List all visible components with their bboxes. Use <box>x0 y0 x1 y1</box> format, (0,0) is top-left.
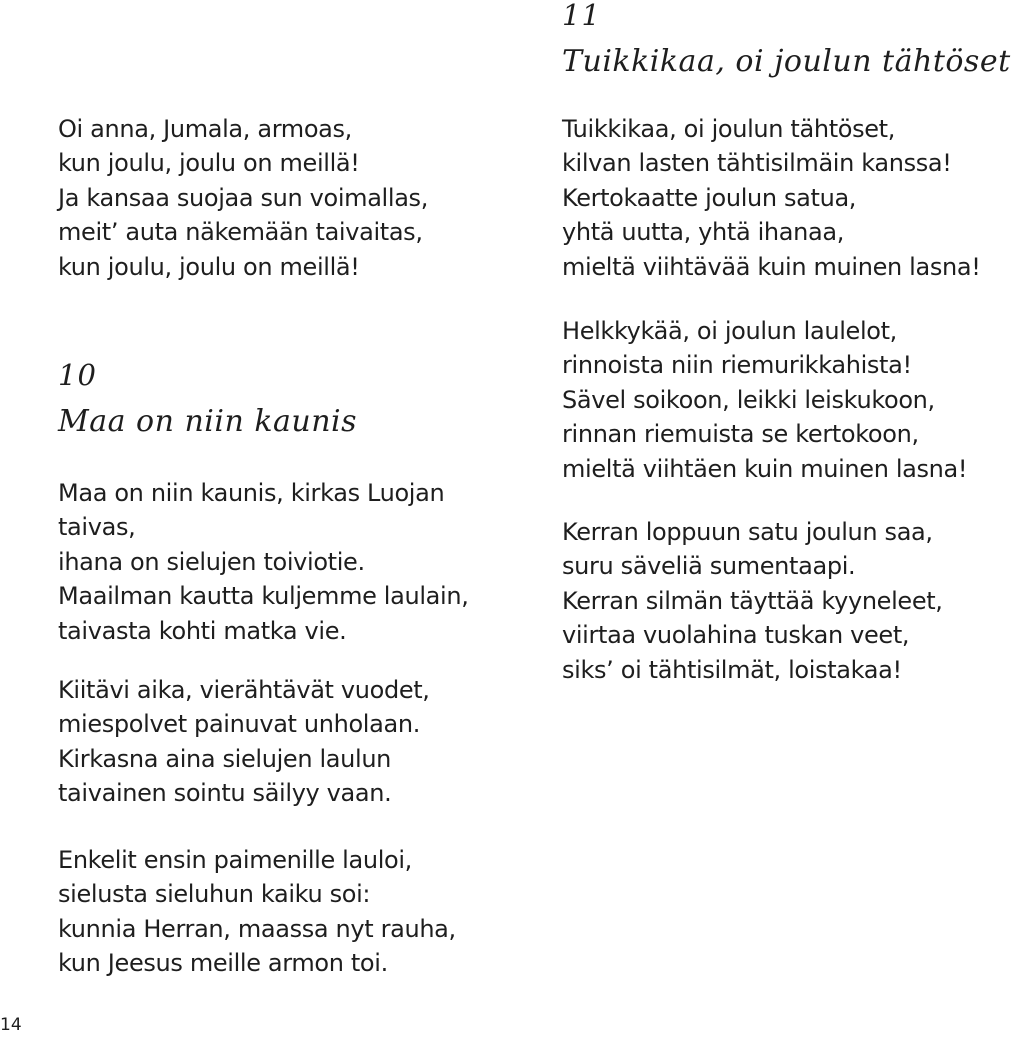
verse-line: miespolvet painuvat unholaan. <box>58 710 420 739</box>
song11-stanza-2 <box>562 314 967 486</box>
verse-line: meit’ auta näkemään taivaitas, <box>58 218 423 247</box>
song10-stanza-2 <box>58 673 430 811</box>
song10-stanza-3 <box>58 843 456 981</box>
verse-line: ihana on sielujen toiviotie. <box>58 547 365 576</box>
verse-line: Kiitävi aika, vierähtävät vuodet, <box>58 676 430 704</box>
page-number: 14 <box>0 1015 22 1035</box>
verse-line: sielusta sieluhun kaiku soi: <box>58 880 371 909</box>
verse-line: taivas, <box>58 513 136 542</box>
verse-line: yhtä uutta, yhtä ihanaa, <box>562 218 844 247</box>
verse-line: kunnia Herran, maassa nyt rauha, <box>58 914 456 943</box>
verse-line: Helkkykää, oi joulun laulelot, <box>562 317 897 345</box>
verse-line: Oi anna, Jumala, armoas, <box>58 115 352 143</box>
verse-line: taivasta kohti matka vie. <box>58 616 347 645</box>
song-number: 11 <box>562 0 601 32</box>
song10-stanza-1 <box>58 476 468 648</box>
verse-line: kun Jeesus meille armon toi. <box>58 949 388 978</box>
song-title: Maa on niin kaunis <box>58 404 358 439</box>
verse-line: Kerran loppuun satu joulun saa, <box>562 518 933 546</box>
song11-stanza-1 <box>562 112 980 284</box>
verse-line: siks’ oi tähtisilmät, loistakaa! <box>562 655 902 684</box>
verse-line: mieltä viihtäen kuin muinen lasna! <box>562 454 968 483</box>
verse-line: Enkelit ensin paimenille lauloi, <box>58 846 412 874</box>
verse-line: Ja kansaa suojaa sun voimallas, <box>58 183 428 212</box>
verse-line: kun joulu, joulu on meillä! <box>58 252 360 281</box>
verse-line: Maailman kautta kuljemme laulain, <box>58 582 469 611</box>
verse-line: taivainen sointu säilyy vaan. <box>58 779 392 808</box>
stanza-closing-prev-song <box>58 112 428 284</box>
verse-line: Kerran silmän täyttää kyyneleet, <box>562 586 943 615</box>
verse-line: kun joulu, joulu on meillä! <box>58 149 360 178</box>
verse-line: viirtaa vuolahina tuskan veet, <box>562 621 910 650</box>
verse-line: kilvan lasten tähtisilmäin kanssa! <box>562 149 952 178</box>
song-title: Tuikkikaa, oi joulun tähtöset <box>562 44 1011 79</box>
verse-line: Tuikkikaa, oi joulun tähtöset, <box>562 115 896 143</box>
verse-line: suru säveliä sumentaapi. <box>562 552 856 581</box>
verse-line: rinnan riemuista se kertokoon, <box>562 420 919 449</box>
song-number: 10 <box>58 358 97 392</box>
verse-line: rinnoista niin riemurikkahista! <box>562 351 912 380</box>
verse-line: Kertokaatte joulun satua, <box>562 183 857 212</box>
song11-stanza-3 <box>562 515 943 687</box>
verse-line: mieltä viihtävää kuin muinen lasna! <box>562 252 981 281</box>
verse-line: Kirkasna aina sielujen laulun <box>58 744 392 773</box>
verse-line: Maa on niin kaunis, kirkas Luojan <box>58 479 445 507</box>
verse-line: Sävel soikoon, leikki leiskukoon, <box>562 385 935 414</box>
